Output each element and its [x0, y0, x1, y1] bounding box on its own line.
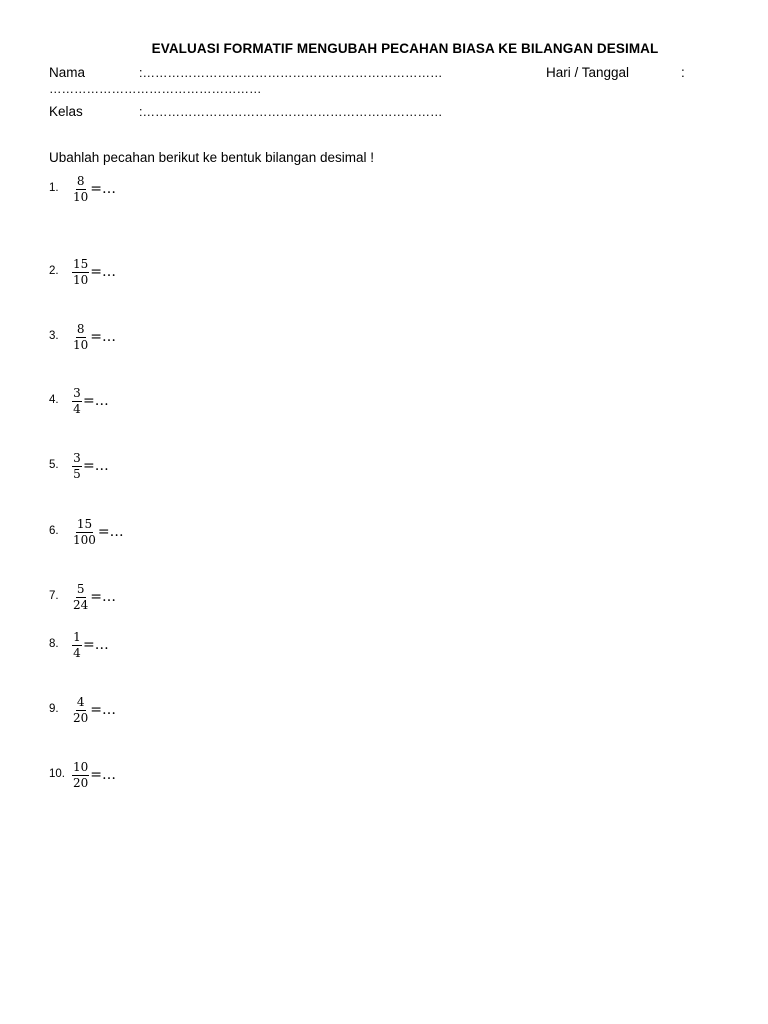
- fraction: [72, 696, 89, 725]
- nama-field[interactable]: :………………………………………………………………: [139, 66, 443, 80]
- question-item: [49, 174, 249, 206]
- question-item: [49, 630, 249, 662]
- fraction-expression: [72, 695, 116, 725]
- nama-label: Nama: [49, 65, 86, 80]
- numerator: 10: [73, 759, 89, 774]
- fraction-expression: [72, 630, 109, 660]
- answer-blank[interactable]: =…: [83, 458, 109, 474]
- fraction: [72, 387, 82, 416]
- numerator: 15: [76, 516, 93, 531]
- question-item: [49, 257, 249, 289]
- question-number: 6.: [49, 525, 59, 537]
- fraction: [72, 518, 97, 547]
- question-item: [49, 695, 249, 727]
- hari-tanggal-colon: :: [681, 65, 685, 80]
- question-item: [49, 386, 249, 418]
- answer-blank[interactable]: =…: [83, 637, 109, 653]
- numerator: 8: [76, 173, 85, 188]
- fraction: [72, 258, 89, 287]
- fraction-expression: [72, 517, 124, 547]
- numerator: 3: [73, 450, 81, 465]
- denominator: 10: [73, 272, 89, 287]
- fraction: [72, 452, 82, 481]
- question-number: 4.: [49, 394, 59, 406]
- answer-blank[interactable]: =…: [90, 589, 117, 605]
- numerator: 15: [73, 256, 89, 271]
- fraction: [72, 631, 82, 660]
- denominator: 4: [73, 401, 81, 416]
- fraction-expression: [72, 582, 116, 612]
- answer-blank[interactable]: =…: [90, 264, 117, 280]
- fraction-expression: [72, 760, 116, 790]
- answer-blank[interactable]: =…: [83, 393, 109, 409]
- answer-blank[interactable]: =…: [90, 767, 117, 783]
- fraction: [72, 323, 89, 352]
- denominator: 100: [73, 532, 96, 547]
- question-number: 1.: [49, 182, 59, 194]
- hari-tanggal-field[interactable]: ……………………………………………: [49, 82, 262, 96]
- fraction-expression: [72, 451, 109, 481]
- numerator: 3: [73, 385, 81, 400]
- denominator: 20: [73, 710, 89, 725]
- fraction-expression: [72, 386, 109, 416]
- question-item: [49, 760, 249, 792]
- denominator: 10: [73, 189, 89, 204]
- fraction-expression: [72, 174, 116, 204]
- question-item: [49, 451, 249, 483]
- kelas-label: Kelas: [49, 104, 83, 119]
- answer-blank[interactable]: =…: [90, 329, 117, 345]
- numerator: 8: [76, 321, 85, 336]
- denominator: 5: [73, 466, 81, 481]
- question-number: 3.: [49, 330, 59, 342]
- question-number: 8.: [49, 638, 59, 650]
- fraction: [72, 761, 89, 790]
- instruction-text: Ubahlah pecahan berikut ke bentuk bilangan desimal !: [49, 150, 374, 165]
- page-title: EVALUASI FORMATIF MENGUBAH PECAHAN BIASA KE BILANGAN DESIMAL: [151, 41, 659, 56]
- numerator: 1: [73, 629, 81, 644]
- answer-blank[interactable]: =…: [90, 181, 117, 197]
- denominator: 4: [73, 645, 81, 660]
- question-number: 9.: [49, 703, 59, 715]
- question-number: 7.: [49, 590, 59, 602]
- question-number: 10.: [49, 768, 65, 780]
- hari-tanggal-label: Hari / Tanggal: [546, 65, 630, 80]
- fraction: [72, 175, 89, 204]
- answer-blank[interactable]: =…: [97, 524, 124, 540]
- kelas-field[interactable]: :………………………………………………………………: [139, 105, 443, 119]
- denominator: 20: [73, 775, 89, 790]
- question-item: [49, 322, 249, 354]
- question-item: [49, 517, 249, 549]
- fraction-expression: [72, 257, 116, 287]
- denominator: 24: [73, 597, 89, 612]
- denominator: 10: [73, 337, 89, 352]
- fraction-expression: [72, 322, 116, 352]
- fraction: [72, 583, 89, 612]
- question-number: 5.: [49, 459, 59, 471]
- answer-blank[interactable]: =…: [90, 702, 117, 718]
- numerator: 5: [76, 581, 85, 596]
- numerator: 4: [76, 694, 85, 709]
- question-item: [49, 582, 249, 614]
- question-number: 2.: [49, 265, 59, 277]
